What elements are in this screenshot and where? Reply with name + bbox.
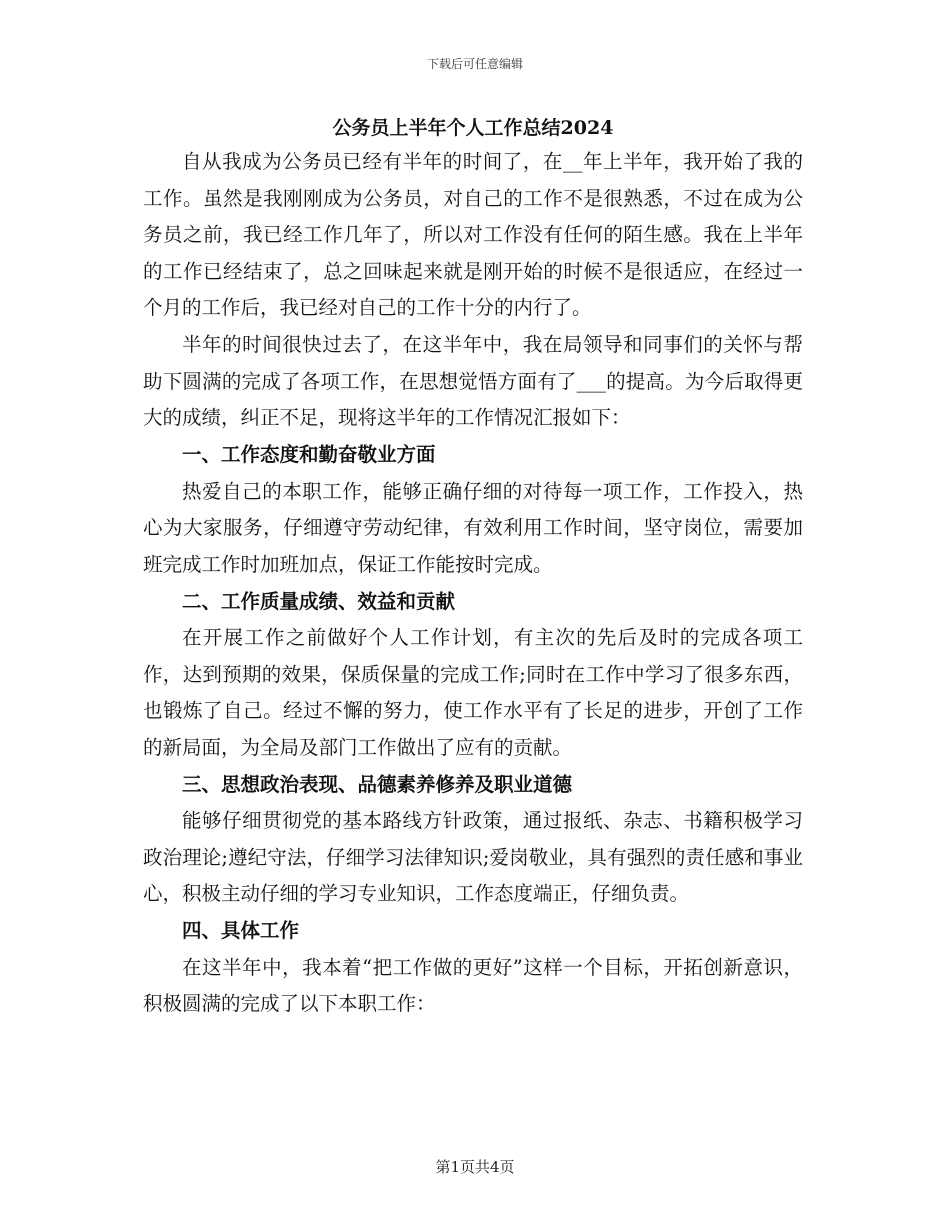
paragraph: 热爱自己的本职工作，能够正确仔细的对待每一项工作，工作投入，热心为大家服务，仔细遵守劳动纪律，有效利用工作时间，坚守岗位，需要加班完成工作时加班加点，保证工作能按时完成。 (143, 479, 803, 576)
header-note: 下载后可任意编辑 (426, 57, 523, 71)
section-heading: 一、工作态度和勤奋敬业方面 (182, 443, 436, 466)
paragraph: 在开展工作之前做好个人工作计划，有主次的先后及时的完成各项工作，达到预期的效果，保质保量的完成工作;同时在工作中学习了很多东西，也锻炼了自己。经过不懈的努力，使工作水平有了长足的进步，开创了工作的新局面，为全局及部门工作做出了应有的贡献。 (143, 626, 803, 759)
document-title: 公务员上半年个人工作总结2024 (332, 117, 614, 139)
section-heading: 四、具体工作 (182, 919, 300, 942)
document-body (143, 112, 803, 1023)
paragraph: 半年的时间很快过去了，在这半年中，我在局领导和同事们的关怀与帮助下圆满的完成了各项工作，在思想觉悟方面有了___的提高。为今后取得更大的成绩，纠正不足，现将这半年的工作情况汇报如下： (143, 333, 803, 429)
paragraph: 能够仔细贯彻党的基本路线方针政策，通过报纸、杂志、书籍积极学习政治理论;遵纪守法，仔细学习法律知识;爱岗敬业，具有强烈的责任感和事业心，积极主动仔细的学习专业知识，工作态度端正，仔细负责。 (143, 809, 803, 905)
section-heading: 三、思想政治表现、品德素养修养及职业道德 (182, 772, 573, 796)
paragraph: 在这半年中，我本着“把工作做的更好”这样一个目标，开拓创新意识，积极圆满的完成了以下本职工作： (143, 955, 803, 1015)
section-heading: 二、工作质量成绩、效益和贡献 (182, 589, 456, 613)
paragraph: 自从我成为公务员已经有半年的时间了，在__年上半年，我开始了我的工作。虽然是我刚刚成为公务员，对自己的工作不是很熟悉，不过在成为公务员之前，我已经工作几年了，所以对工作没有任何的陌生感。我在上半年的工作已经结束了，总之回味起来就是刚开始的时候不是很适应，在经过一个月的工作后，我已经对自己的工作十分的内行了。 (143, 150, 803, 319)
page-footer: 第1页共4页 (435, 1158, 515, 1176)
